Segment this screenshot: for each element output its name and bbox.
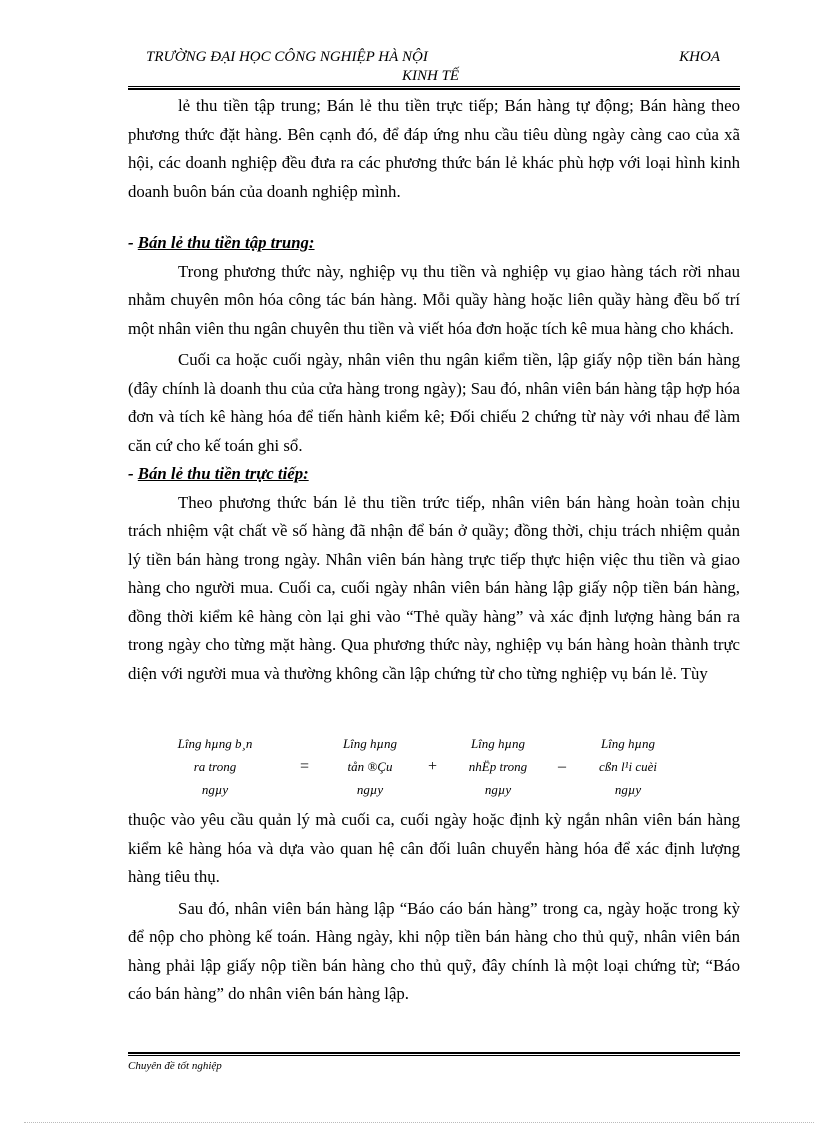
paragraph-direct-2: thuộc vào yêu cầu quản lý mà cuối ca, cuối ngày hoặc định kỳ ngắn nhân viên bán hàng kiểm kê hàng hóa và dựa vào quan hệ cân đối luân chuyển hàng hóa để xác định lượng hàng tiêu thụ. <box>128 810 740 886</box>
section-heading-centralized <box>128 229 740 258</box>
formula-line: ngµy <box>201 782 229 797</box>
footer-divider <box>128 1052 740 1056</box>
paragraph-intro: lẻ thu tiền tập trung; Bán lẻ thu tiền trực tiếp; Bán hàng tự động; Bán hàng theo phương thức đặt hàng. Bên cạnh đó, để đáp ứng nhu cầu tiêu dùng ngày càng cao của xã hội, các doanh nghiệp đều đưa ra các phương thức bán lẻ khác phù hợp với loại hình kinh doanh buôn bán của doanh nghiệp mình. <box>128 96 740 201</box>
header-divider <box>128 86 740 90</box>
formula-line: ra trong <box>193 759 237 774</box>
inventory-formula <box>160 732 700 804</box>
formula-line: Lîng hµng <box>470 736 526 751</box>
formula-line: Lîng hµng <box>342 736 398 751</box>
paragraph-direct-3: Sau đó, nhân viên bán hàng lập “Báo cáo bán hàng” trong ca, ngày hoặc trong kỳ để nộp cho phòng kế toán. Hàng ngày, khi nộp tiền bán hàng cho thủ quỹ, nhân viên bán hàng phải lập giấy nộp tiền bán hàng cho thủ quỹ, đây chính là một loại chứng từ; “Báo cáo bán hàng” do nhân viên bán hàng lập. <box>128 898 740 1003</box>
formula-minus: – <box>558 758 566 775</box>
heading-dash: - <box>128 233 138 252</box>
header-school-name: TRƯỜNG ĐẠI HỌC CÔNG NGHIỆP HÀ NỘI <box>146 49 428 65</box>
header-faculty-name: KINH TẾ <box>402 68 460 84</box>
formula-term-sold <box>160 732 270 801</box>
document-body <box>128 92 740 688</box>
formula-line: ngµy <box>356 782 384 797</box>
formula-plus: + <box>428 758 438 775</box>
section-heading-direct <box>128 460 740 489</box>
formula-line: ngµy <box>614 782 642 797</box>
paragraph-centralized-1: Trong phương thức này, nghiệp vụ thu tiền và nghiệp vụ giao hàng tách rời nhau nhằm chuyên môn hóa công tác bán hàng. Mỗi quầy hàng hoặc liên quầy hàng đều bố trí một nhân viên thu ngân chuyên thu tiền và viết hóa đơn hoặc tích kê mua hàng cho khách. <box>128 261 740 338</box>
formula-term-received <box>445 732 551 801</box>
paragraph-centralized-2: Cuối ca hoặc cuối ngày, nhân viên thu ngân kiểm tiền, lập giấy nộp tiền bán hàng (đây chính là doanh thu của cửa hàng trong ngày); Sau đó, nhân viên bán hàng tập hợp hóa đơn và tích kê hàng hóa để tiến hành kiểm kê; Đối chiếu 2 chứng từ này với nhau để làm căn cứ cho kế toán ghi sổ. <box>128 350 740 455</box>
header-faculty-label: KHOA <box>679 49 720 65</box>
formula-line: Lîng hµng <box>600 736 656 751</box>
formula-line: tån ®Çu <box>347 759 393 774</box>
heading-text: Bán lẻ thu tiền trực tiếp: <box>137 464 309 483</box>
formula-line: Lîng hµng b¸n <box>177 736 253 751</box>
formula-equals: = <box>300 758 310 775</box>
heading-dash: - <box>128 464 138 483</box>
formula-line: ngµy <box>484 782 512 797</box>
formula-term-opening <box>320 732 420 801</box>
page-footer: Chuyên đề tốt nghiệp <box>128 1060 222 1072</box>
document-body-continued <box>128 806 740 1009</box>
formula-term-remaining <box>575 732 681 801</box>
paragraph-direct-1: Theo phương thức bán lẻ thu tiền trức tiếp, nhân viên bán hàng hoàn toàn chịu trách nhiệm vật chất về số hàng đã nhận để bán ở quầy; đồng thời, chịu trách nhiệm quản lý tiền bán hàng trong ngày. Nhân viên bán hàng trực tiếp thực hiện việc thu tiền và giao hàng cho người mua. Cuối ca, cuối ngày nhân viên bán hàng lập giấy nộp tiền bán hàng, đồng thời kiểm kê hàng còn lại ghi vào “Thẻ quầy hàng” và xác định lượng hàng bán ra trong ngày cho từng mặt hàng. Qua phương thức này, nghiệp vụ bán hàng hoàn thành trực diện với người mua và thường không cần lập chứng từ cho từng nghiệp vụ bán lẻ. Tùy <box>128 492 740 683</box>
formula-line: nhËp trong <box>468 759 528 774</box>
formula-line: cßn l¹i cuèi <box>598 759 658 774</box>
heading-text: Bán lẻ thu tiền tập trung: <box>137 233 315 252</box>
